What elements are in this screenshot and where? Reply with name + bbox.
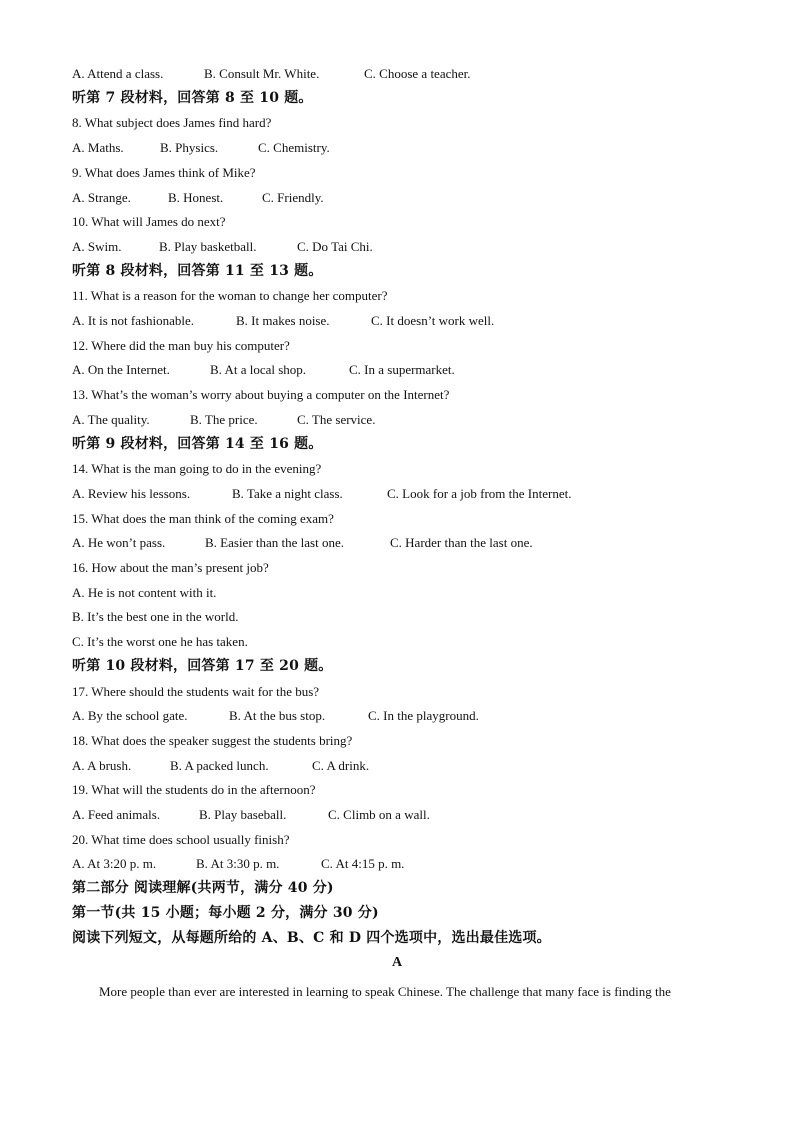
part2-title: 第二部分 阅读理解(共两节，满分 40 分) [72, 880, 334, 896]
q19-option-c: C. Climb on a wall. [328, 807, 430, 822]
q18-option-a: A. A brush. [72, 758, 132, 773]
q14-option-c: C. Look for a job from the Internet. [387, 486, 572, 501]
q11-question: 11. What is a reason for the woman to change her computer? [72, 288, 388, 303]
q10-question: 10. What will James do next? [72, 214, 226, 229]
part2-section1: 第一节(共 15 小题；每小题 2 分，满分 30 分) [72, 905, 379, 921]
q18-question: 18. What does the speaker suggest the students bring? [72, 733, 353, 748]
q9-option-a: A. Strange. [72, 190, 131, 205]
q9-option-c: C. Friendly. [262, 190, 324, 205]
q11-option-b: B. It makes noise. [236, 313, 330, 328]
q20-option-b: B. At 3:30 p. m. [196, 856, 280, 871]
q12-question: 12. Where did the man buy his computer? [72, 338, 290, 353]
q16-option-b: B. It’s the best one in the world. [72, 609, 239, 624]
q15-question: 15. What does the man think of the coming exam? [72, 511, 334, 526]
q20-option-c: C. At 4:15 p. m. [321, 856, 405, 871]
q17-option-b: B. At the bus stop. [229, 708, 326, 723]
q14-option-b: B. Take a night class. [232, 486, 343, 501]
q10-option-a: A. Swim. [72, 239, 122, 254]
q18-option-b: B. A packed lunch. [170, 758, 269, 773]
section10-header: 听第 10 段材料，回答第 17 至 20 题。 [72, 658, 333, 674]
q18-option-c: C. A drink. [312, 758, 370, 773]
q14-question: 14. What is the man going to do in the evening? [72, 461, 322, 476]
q19-question: 19. What will the students do in the afternoon? [72, 782, 316, 797]
q19-option-a: A. Feed animals. [72, 807, 161, 822]
q7-option-a: A. Attend a class. [72, 66, 164, 81]
q8-option-a: A. Maths. [72, 140, 124, 155]
q20-question: 20. What time does school usually finish? [72, 832, 290, 847]
section9-header: 听第 9 段材料，回答第 14 至 16 题。 [72, 436, 323, 452]
q11-option-c: C. It doesn’t work well. [371, 313, 495, 328]
q15-option-c: C. Harder than the last one. [390, 535, 533, 550]
q16-question: 16. How about the man’s present job? [72, 560, 269, 575]
q13-question: 13. What’s the woman’s worry about buying a computer on the Internet? [72, 387, 450, 402]
q20-option-a: A. At 3:20 p. m. [72, 856, 157, 871]
q9-question: 9. What does James think of Mike? [72, 165, 256, 180]
q16-option-c: C. It’s the worst one he has taken. [72, 634, 248, 649]
passage-label: A [391, 955, 403, 970]
q16-option-a: A. He is not content with it. [72, 585, 217, 600]
q7-option-c: C. Choose a teacher. [364, 66, 471, 81]
part2-instructions: 阅读下列短文，从每题所给的 A、B、C 和 D 四个选项中，选出最佳选项。 [72, 930, 551, 946]
q12-option-b: B. At a local shop. [210, 362, 307, 377]
q8-option-b: B. Physics. [160, 140, 219, 155]
section7-header: 听第 7 段材料，回答第 8 至 10 题。 [72, 90, 313, 106]
q13-option-a: A. The quality. [72, 412, 150, 427]
passage-first-line: More people than ever are interested in learning to speak Chinese. The challenge that many face is finding the [99, 984, 671, 999]
q19-option-b: B. Play baseball. [199, 807, 287, 822]
q12-option-a: A. On the Internet. [72, 362, 170, 377]
q10-option-c: C. Do Tai Chi. [297, 239, 373, 254]
q15-option-a: A. He won’t pass. [72, 535, 166, 550]
q17-option-c: C. In the playground. [368, 708, 479, 723]
q7-option-b: B. Consult Mr. White. [204, 66, 320, 81]
q13-option-c: C. The service. [297, 412, 376, 427]
q17-question: 17. Where should the students wait for the bus? [72, 684, 320, 699]
section8-header: 听第 8 段材料，回答第 11 至 13 题。 [72, 263, 323, 279]
q9-option-b: B. Honest. [168, 190, 224, 205]
q15-option-b: B. Easier than the last one. [205, 535, 344, 550]
q17-option-a: A. By the school gate. [72, 708, 188, 723]
q13-option-b: B. The price. [190, 412, 258, 427]
q11-option-a: A. It is not fashionable. [72, 313, 195, 328]
q12-option-c: C. In a supermarket. [349, 362, 455, 377]
q8-question: 8. What subject does James find hard? [72, 115, 272, 130]
q10-option-b: B. Play basketball. [159, 239, 257, 254]
q8-option-c: C. Chemistry. [258, 140, 330, 155]
q14-option-a: A. Review his lessons. [72, 486, 191, 501]
